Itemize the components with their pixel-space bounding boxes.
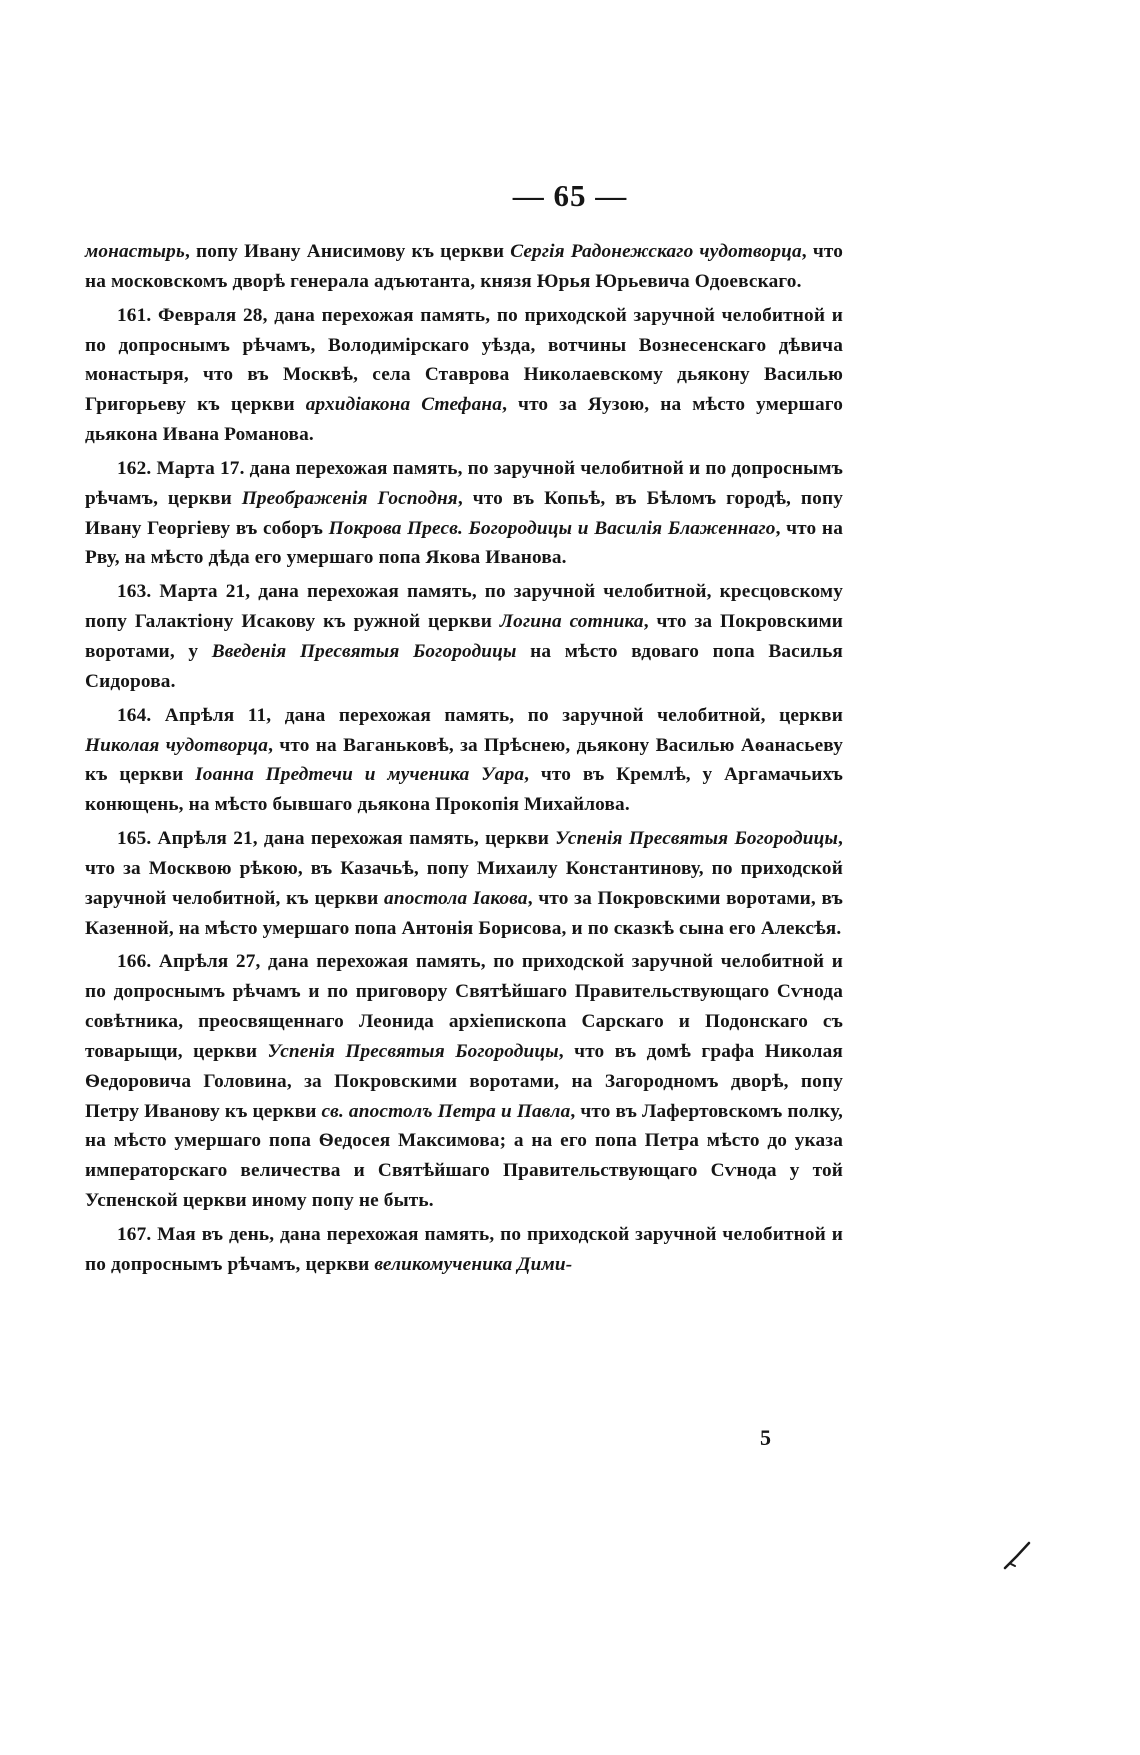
text-span: Логина сотника [499, 611, 644, 633]
text-span: 167. Мая въ день, дана перехожая память, по приходской заручной челобитной и по допроснымъ рѣчамъ, церкви [85, 1224, 843, 1275]
text-span: Успенія Пресвятыя Богородицы [267, 1040, 559, 1062]
text-span: на мѣсто вдоваго попа Василья Сидорова. [85, 640, 844, 692]
text-span: великомученика Дими- [374, 1253, 573, 1275]
text-span: , что въ Кремлѣ, у Аргамачьихъ конющень, на мѣсто бывшаго дьякона Прокопія Михайлова. [85, 764, 843, 816]
text-span: Сергія Радонежскаго чудотворца [510, 241, 802, 262]
text-span: архидіакона Стефана [305, 394, 503, 416]
text-span: , что въ Лафертовскомъ полку, на мѣсто умершаго попа Ѳедосея Максимова; а на его попа Петра мѣсто до указа императорскаго величества и Святѣйшаго Правительствующаго Сѵнода у той Успенской церкви иному попу не быть. [85, 1100, 843, 1212]
text-span: , что въ Копьѣ, въ Бѣломъ городѣ, попу Ивану Георгіеву въ соборъ [85, 487, 843, 539]
signature-mark: 5 [760, 1425, 771, 1450]
text-span: 162. Марта 17. дана перехожая память, по заручной челобитной и по допроснымъ рѣчамъ, церкви [85, 457, 843, 509]
text-span: , что на Ваганьковѣ, за Прѣснею, дьякону Василью Аѳанасьеву къ церкви [85, 734, 843, 786]
paragraph-165 [85, 824, 843, 943]
text-span: Преображенія Господня [241, 487, 458, 509]
paragraph-167 [85, 1220, 843, 1280]
text-span: , что за Покровскими воротами, въ Казенной, на мѣсто умершаго попа Антонія Борисова, и по сказкѣ сына его Алексѣя. [85, 887, 844, 939]
text-span: Успенія Пресвятыя Богородицы [555, 828, 839, 850]
text-span: Николая чудотворца [85, 734, 269, 756]
text-span: , что на московскомъ дворѣ генерала адъютанта, князя Юрья Юрьевича Одоевскаго. [85, 241, 844, 292]
text-span: , что за Покровскими воротами, у [85, 611, 843, 662]
text-span: Покрова Пресв. Богородицы и Василія Блаженнаго [328, 517, 776, 539]
paragraph-continuation [85, 237, 843, 297]
text-span: , попу Ивану Анисимову къ церкви [184, 241, 511, 262]
text-span: св. апостолъ Петра и Павла [321, 1100, 571, 1122]
text-span: , что на Рву, на мѣсто дѣда его умершаго попа Якова Иванова. [85, 517, 843, 569]
text-span: Введенія Пресвятыя Богородицы [211, 640, 517, 662]
text-span: , что за Москвою рѣкою, въ Казачьѣ, попу Михаилу Константинову, по приходской заручной челобитной, къ церкви [85, 828, 843, 909]
text-span: Іоанна Предтечи и мученика Уара [195, 764, 525, 786]
paragraph-166 [85, 947, 843, 1216]
paragraph-162 [85, 454, 843, 573]
text-span: 161. Февраля 28, дана перехожая память, по приходской заручной челобитной и по допроснымъ рѣчамъ, Володимірскаго уѣзда, вотчины Вознесенскаго дѣвича монастыря, что въ Москвѣ, села Ставрова Николаевскому дьякону Василью Григорьеву къ церкви [85, 304, 843, 416]
page-body [85, 237, 843, 1284]
text-span: , что за Яузою, на мѣсто умершаго дьякона Ивана Романова. [85, 394, 843, 446]
paragraph-161 [85, 301, 843, 450]
text-span: апостола Іакова [384, 887, 528, 909]
pen-stroke-mark [1003, 1540, 1031, 1570]
text-span: 166. Апрѣля 27, дана перехожая память, по приходской заручной челобитной и по допроснымъ рѣчамъ и по приговору Святѣйшаго Правительствующаго Сѵнода совѣтника, преосвященнаго Леонида архіепископа Сарскаго и Подонскаго съ товарыщи, церкви [85, 951, 843, 1062]
text-span: 164. Апрѣля 11, дана перехожая память, по заручной челобитной, церкви [117, 704, 843, 726]
page-number: — 65 — [512, 178, 628, 213]
paragraph-163 [85, 577, 843, 696]
text-span: 165. Апрѣля 21, дана перехожая память, церкви [117, 828, 556, 850]
text-span: 163. Марта 21, дана перехожая память, по заручной челобитной, кресцовскому попу Галактіону Исакову къ ружной церкви [85, 581, 843, 633]
text-span: , что въ домѣ графа Николая Ѳедоровича Головина, за Покровскими воротами, на Загородномъ дворѣ, попу Петру Иванову къ церкви [85, 1040, 843, 1122]
text-span: монастырь [85, 241, 185, 262]
paragraph-164 [85, 701, 843, 820]
